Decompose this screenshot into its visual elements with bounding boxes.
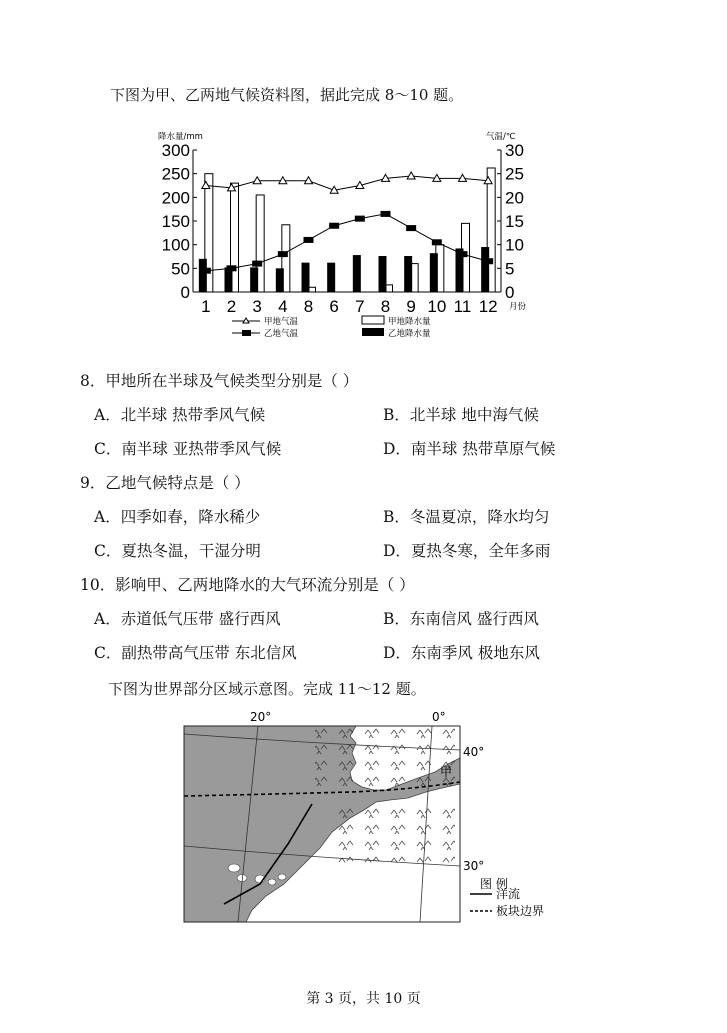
x-tick-label: 2 bbox=[226, 297, 237, 316]
bar-yi-precip bbox=[327, 263, 335, 292]
right-tick-label: 5 bbox=[505, 259, 515, 279]
question-stem: 8．甲地所在半球及气候类型分别是（ ） bbox=[80, 372, 359, 390]
right-tick-label: 0 bbox=[505, 283, 515, 302]
intro-map: 下图为世界部分区域示意图。完成 11～12 题。 bbox=[108, 680, 426, 698]
answer-option[interactable]: D．南半球 热带草原气候 bbox=[383, 440, 556, 458]
right-tick-label: 10 bbox=[505, 235, 524, 255]
point-yi-temp bbox=[304, 237, 314, 243]
x-tick-label: 3 bbox=[252, 297, 262, 316]
bar-yi-precip bbox=[302, 263, 310, 292]
x-tick-label: 1 bbox=[201, 297, 211, 316]
answer-option[interactable]: D．东南季风 极地东风 bbox=[383, 644, 540, 662]
point-yi-temp bbox=[252, 261, 262, 267]
right-axis-label: 气温/℃ bbox=[486, 132, 516, 142]
x-tick-label: 9 bbox=[406, 297, 416, 316]
right-tick-label: 25 bbox=[505, 164, 524, 184]
point-yi-temp bbox=[483, 258, 493, 264]
x-tick-label: 4 bbox=[278, 297, 288, 316]
answer-option[interactable]: B．冬温夏凉，降水均匀 bbox=[383, 508, 550, 526]
page-footer: 第 3 页，共 10 页 bbox=[306, 991, 421, 1007]
x-tick-label: 8 bbox=[303, 297, 314, 316]
point-jia-temp bbox=[305, 177, 313, 184]
bar-yi-precip bbox=[430, 253, 438, 292]
legend-yi-precip-label: 乙地降水量 bbox=[388, 329, 431, 339]
left-tick-label: 300 bbox=[161, 141, 190, 160]
bar-yi-precip bbox=[379, 256, 387, 292]
lon-label-0: 0° bbox=[432, 710, 446, 724]
point-jia-temp bbox=[407, 172, 415, 179]
left-tick-label: 100 bbox=[161, 235, 190, 255]
answer-option[interactable]: A．四季如春，降水稀少 bbox=[94, 508, 261, 526]
point-jia-temp bbox=[253, 177, 261, 184]
point-yi-temp bbox=[432, 239, 442, 245]
region-map bbox=[180, 708, 560, 930]
question-stem: 10．影响甲、乙两地降水的大气环流分别是（ ） bbox=[80, 576, 415, 594]
climate-chart bbox=[150, 125, 550, 345]
point-yi-temp bbox=[458, 251, 468, 257]
right-tick-label: 15 bbox=[505, 212, 524, 231]
legend-yi-temp-label: 乙地气温 bbox=[264, 329, 299, 339]
bar-yi-precip bbox=[481, 247, 489, 292]
legend-yi-temp-marker bbox=[242, 330, 251, 336]
x-tick-label: 6 bbox=[329, 297, 339, 316]
left-tick-label: 150 bbox=[161, 212, 190, 231]
legend-yi-precip-swatch bbox=[362, 328, 384, 336]
answer-option[interactable]: B．北半球 地中海气候 bbox=[383, 406, 539, 424]
answer-option[interactable]: D．夏热冬寒，全年多雨 bbox=[383, 542, 551, 560]
bar-yi-precip bbox=[276, 268, 284, 292]
legend-jia-precip-swatch bbox=[362, 316, 384, 324]
x-unit-label: 月份 bbox=[509, 302, 527, 312]
line-jia-temp bbox=[206, 176, 488, 190]
right-tick-label: 30 bbox=[505, 141, 524, 160]
island bbox=[228, 864, 240, 872]
left-tick-label: 50 bbox=[171, 259, 190, 279]
bar-yi-precip bbox=[199, 259, 207, 292]
answer-option[interactable]: C．副热带高气压带 东北信风 bbox=[94, 644, 297, 662]
bar-yi-precip bbox=[250, 267, 258, 292]
lon-label-20: 20° bbox=[250, 710, 272, 724]
line-yi-temp bbox=[206, 214, 488, 271]
legend-jia-precip-label: 甲地降水量 bbox=[388, 317, 431, 327]
point-yi-temp bbox=[406, 225, 416, 231]
answer-option[interactable]: C．夏热冬温，干湿分明 bbox=[94, 542, 261, 560]
left-axis-label: 降水量/mm bbox=[158, 132, 203, 142]
legend-current-label: 洋流 bbox=[496, 887, 521, 901]
island bbox=[268, 879, 276, 885]
x-tick-label: 11 bbox=[453, 297, 472, 316]
point-yi-temp bbox=[381, 211, 391, 217]
x-tick-label: 8 bbox=[380, 297, 391, 316]
answer-option[interactable]: A．赤道低气压带 盛行西风 bbox=[94, 610, 281, 628]
point-jia-temp bbox=[279, 177, 287, 184]
right-tick-label: 20 bbox=[505, 188, 524, 208]
island bbox=[278, 874, 286, 880]
point-yi-temp bbox=[227, 265, 237, 271]
legend-jia-temp-label: 甲地气温 bbox=[264, 317, 299, 327]
answer-option[interactable]: C．南半球 亚热带季风气候 bbox=[94, 440, 282, 458]
point-yi-temp bbox=[201, 268, 211, 274]
point-yi-temp bbox=[278, 251, 288, 257]
lat-label-30: 30° bbox=[463, 859, 485, 873]
point-jia-temp bbox=[459, 174, 467, 181]
x-tick-label: 12 bbox=[478, 297, 498, 316]
answer-option[interactable]: A．北半球 热带季风气候 bbox=[94, 406, 266, 424]
place-label-jia: 甲 bbox=[440, 765, 453, 779]
question-stem: 9．乙地气候特点是（ ） bbox=[80, 474, 250, 492]
bar-yi-precip bbox=[404, 256, 412, 292]
chart-legend bbox=[232, 316, 431, 339]
chart-plot bbox=[162, 141, 527, 316]
legend-boundary-label: 板块边界 bbox=[496, 904, 545, 918]
map-legend-title: 图 例 bbox=[480, 877, 508, 891]
x-tick-label: 7 bbox=[355, 297, 365, 316]
left-tick-label: 250 bbox=[161, 164, 190, 184]
x-tick-label: 10 bbox=[427, 297, 447, 316]
answer-option[interactable]: B．东南信风 盛行西风 bbox=[383, 610, 539, 628]
point-yi-temp bbox=[329, 223, 339, 229]
left-tick-label: 200 bbox=[161, 188, 190, 208]
lat-label-40: 40° bbox=[463, 745, 485, 759]
point-yi-temp bbox=[355, 216, 365, 222]
intro-chart: 下图为甲、乙两地气候资料图，据此完成 8～10 题。 bbox=[110, 86, 464, 104]
bar-yi-precip bbox=[353, 255, 361, 292]
left-tick-label: 0 bbox=[180, 283, 190, 302]
